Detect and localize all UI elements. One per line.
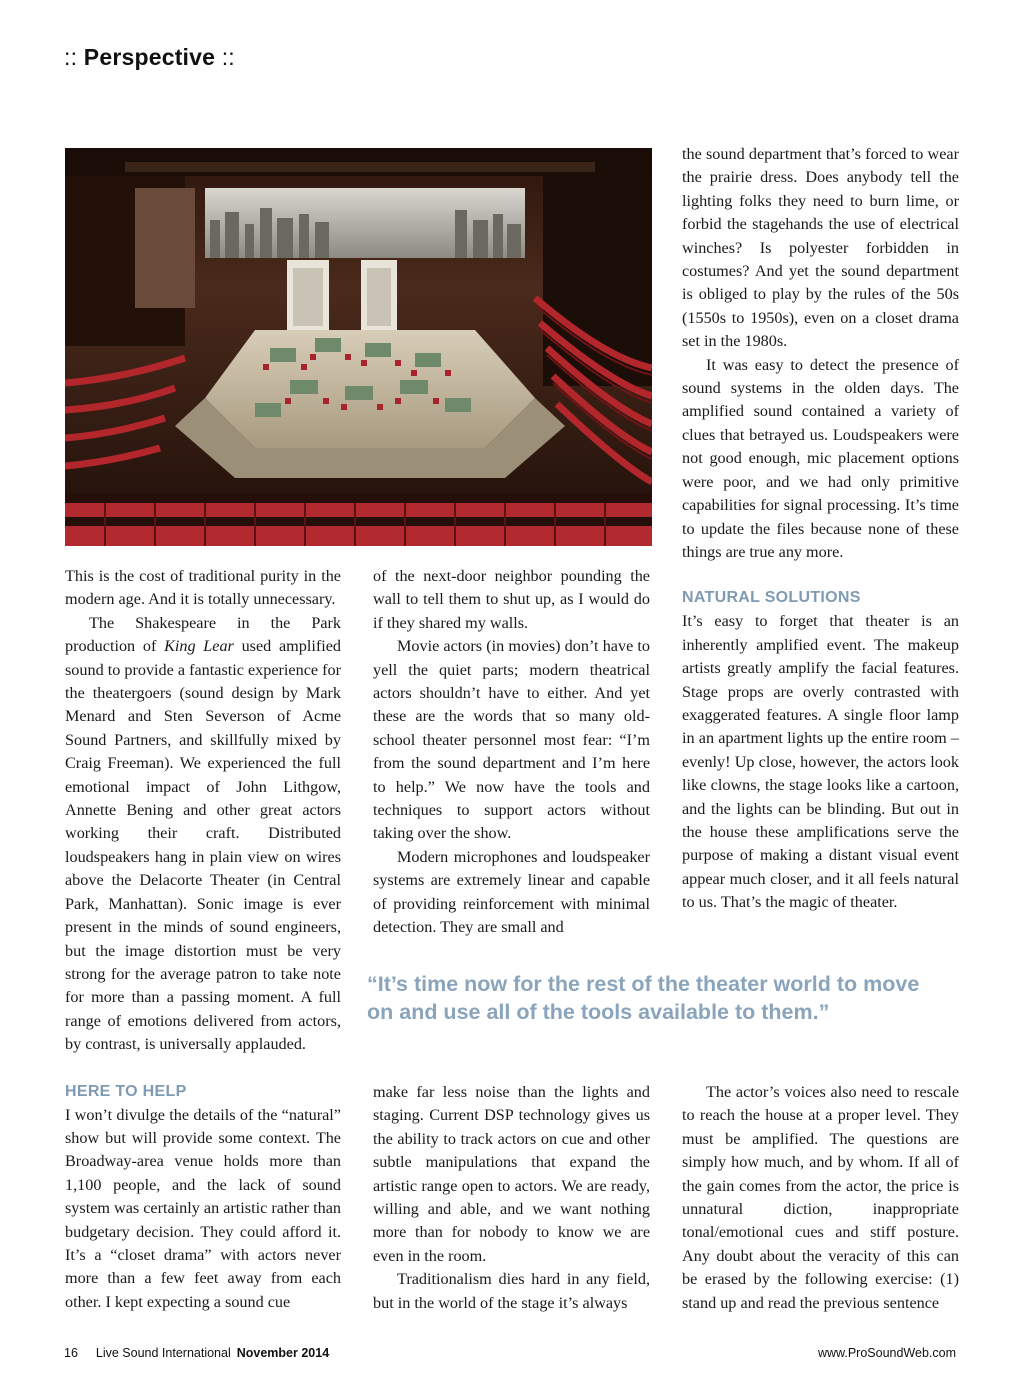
col2-paragraph-2: Movie actors (in movies) don’t have to yell the quiet parts; modern theatrical actors shouldn’t have to either. And yet these are the words that so many old-school theater personnel most fear: “I’m from the sound department and I’m here to help.” We now have the tools and techniques to support actors without taking over the show. <box>373 637 650 843</box>
theater-photo-illustration <box>65 148 652 546</box>
col2-paragraph-3: Modern microphones and loudspeaker systems are extremely linear and capable of providing reinforcement with minimal detection. They are small and <box>373 847 650 937</box>
page-number: 16 <box>64 1346 78 1360</box>
column-2-top <box>373 565 650 940</box>
column-3-bottom <box>682 1081 959 1315</box>
col2-paragraph-1: of the next-door neighbor pounding the wall to tell them to shut up, as I would do if they shared my walls. <box>373 567 650 632</box>
col1-paragraph-2 <box>65 612 341 1057</box>
column-3-top <box>682 143 959 915</box>
header-suffix: :: <box>215 44 235 70</box>
header-prefix: :: <box>64 44 84 70</box>
column-1 <box>65 565 341 1314</box>
header-title: Perspective <box>83 44 216 70</box>
heading-here-to-help: HERE TO HELP <box>65 1082 187 1100</box>
col3-paragraph-2: It was easy to detect the presence of sound systems in the olden days. The amplified sound contained a variety of clues that betrayed us. Loudspeakers were not good enough, mic placement options were poor, and we had only primitive capabilities for signal processing. It’s time to update the files because none of these things are true any more. <box>682 355 959 561</box>
issue-date: November 2014 <box>236 1346 330 1360</box>
website-link[interactable]: www.ProSoundWeb.com <box>817 1346 956 1360</box>
col1-p2-text-a: The Shakespeare in the Park production of <box>65 613 341 656</box>
col1-p2-text-b: used amplified sound to provide a fantastic experience for the theatergoers (sound design by Mark Menard and Sten Severson of Acme Sound Partners, and skillfully mixed by Craig Freeman). We experienced the full emotional impact of John Lithgow, Annette Bening and other great actors working their craft. Distributed loudspeakers hang in plain view on wires above the Delacorte Theater (in Central Park, Manhattan). Sonic image is ever present in the minds of sound engineers, but the image distortion must be very strong for the average patron to take note for more than a passing moment. A full range of emotions delivered from actors, by contrast, is universally applauded. <box>65 637 341 1054</box>
section-header <box>64 44 235 71</box>
col2-paragraph-5: Traditionalism dies hard in any field, but in the world of the stage it’s always <box>373 1270 650 1312</box>
col3-paragraph-3: It’s easy to forget that theater is an inherently amplified event. The makeup artists greatly amplify the facial features. Stage props are overly contrasted with exaggerated features. A single floor lamp in an apartment lights up the entire room – evenly! Up close, however, the actors look like clowns, the stage looks like a cartoon, and the lights can be blinding. But out in the house these amplifications serve the purpose of making a distant visual event appear much closer, and it all feels natural to us. That’s the magic of theater. <box>682 612 959 912</box>
col1-paragraph-3: I won’t divulge the details of the “natural” show but will provide some context. The Broadway-area venue holds more than 1,100 people, and the lack of sound system was certainly an artistic rather than budgetary decision. They could afford it. It’s a “closet drama” with actors never more than a few feet away from each other. I kept expecting a sound cue <box>65 1105 341 1311</box>
col1-paragraph-1: This is the cost of traditional purity in the modern age. And it is totally unnecessary. <box>65 567 341 609</box>
col3-paragraph-1: the sound department that’s forced to wear the prairie dress. Does anybody tell the lighting folks they need to burn lime, or forbid the stagehands the use of electrical winches? Is polyester forbidden in costumes? And yet the sound department is obliged to play by the rules of the 50s (1550s to 1950s), even on a closet drama set in the 1980s. <box>682 145 959 351</box>
theater-stage-photo <box>65 148 652 546</box>
magazine-name: Live Sound International <box>95 1346 231 1360</box>
column-2-bottom <box>373 1081 650 1315</box>
footer-left <box>64 1346 329 1360</box>
heading-natural-solutions: NATURAL SOLUTIONS <box>682 589 861 607</box>
col2-paragraph-4: make far less noise than the lights and staging. Current DSP technology gives us the ability to track actors on cue and other subtle manipulations that expand the artistic range open to actors. We are ready, willing and able, and we want nothing more than for nobody to know we are even in the room. <box>373 1083 650 1265</box>
pull-quote: “It’s time now for the rest of the theater world to move on and use all of the tools available to them.” <box>367 972 920 1024</box>
col1-p2-play-title: King Lear <box>164 637 234 656</box>
col3-paragraph-4: The actor’s voices also need to rescale to reach the house at a proper level. They must be amplified. The questions are simply how much, and by whom. If all of the gain comes from the actor, the price is unnatural diction, inappropriate tonal/emotional cues and stiff posture. Any doubt about the veracity of this can be erased by the following exercise: (1) stand up and read the previous sentence <box>682 1083 959 1312</box>
